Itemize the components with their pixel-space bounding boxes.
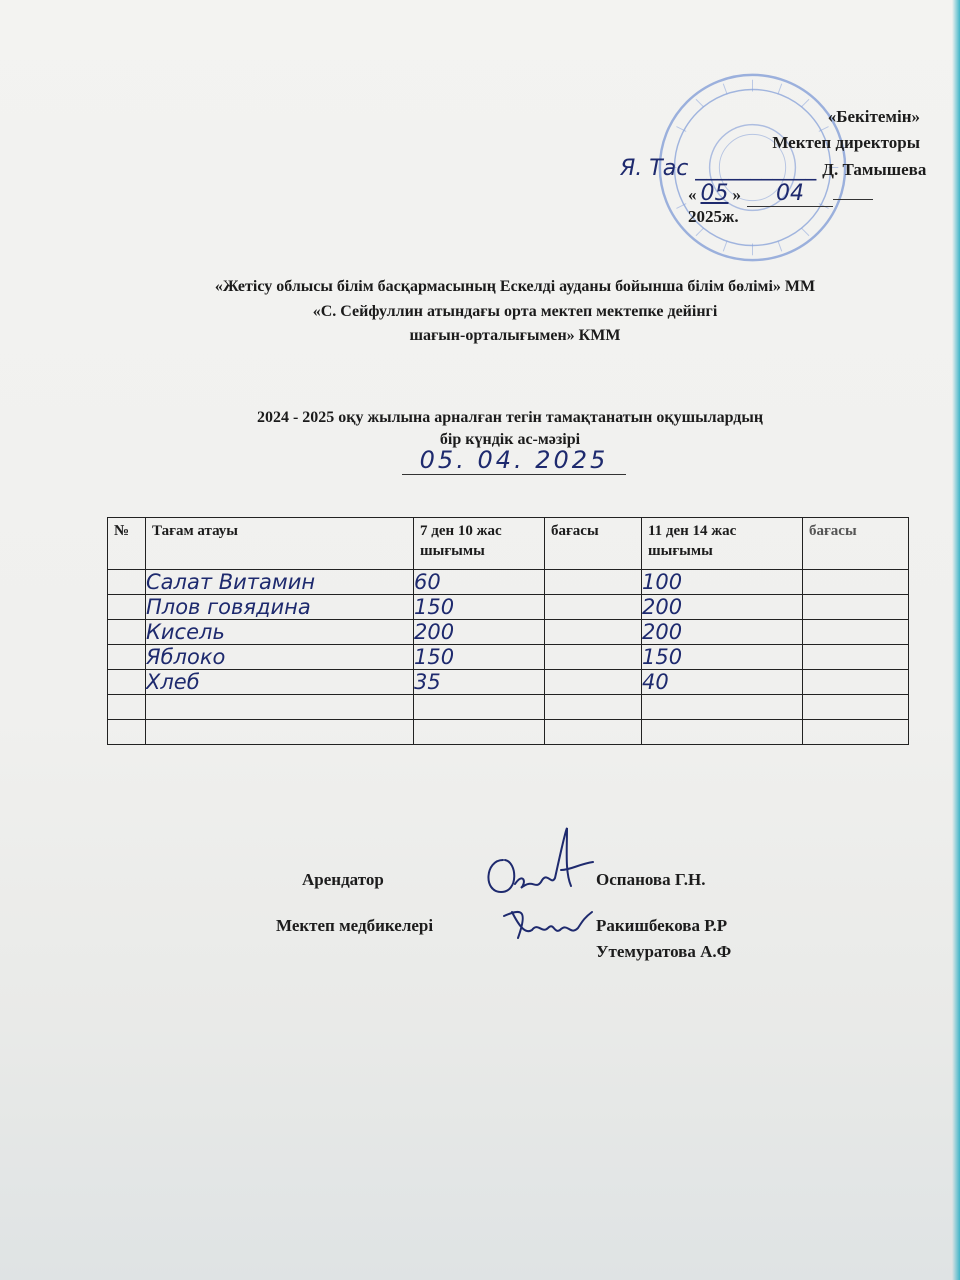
header-output-7-10: 7 ден 10 жас шығымы <box>414 518 545 570</box>
tenant-signature-scribble <box>475 820 605 900</box>
approval-block <box>620 104 927 183</box>
director-signer-line: Я. Тас ___________ Д. Тамышева <box>620 156 927 181</box>
header-price-7-10: бағасы <box>545 518 642 570</box>
cell-price-7-10 <box>545 670 642 695</box>
cell-number <box>108 695 146 720</box>
date-quote-close: » <box>732 185 741 204</box>
approve-word: «Бекітемін» <box>827 107 920 126</box>
cell-output-7-10: 60 <box>414 570 545 595</box>
cell-output-7-10: 150 <box>414 595 545 620</box>
cell-price-11-14 <box>803 570 909 595</box>
cell-dish-name: Плов говядина <box>146 595 414 620</box>
table-row <box>108 695 909 720</box>
approval-year: 2025ж. <box>688 207 739 226</box>
background-edge <box>952 0 960 1280</box>
cell-price-7-10 <box>545 695 642 720</box>
nurse-signature-scribble <box>498 898 598 948</box>
cell-price-7-10 <box>545 720 642 745</box>
cell-price-11-14 <box>803 645 909 670</box>
cell-price-11-14 <box>803 670 909 695</box>
approval-date <box>688 181 920 226</box>
cell-number <box>108 595 146 620</box>
header-dish-name: Тағам атауы <box>146 518 414 570</box>
tenant-label: Арендатор <box>302 870 384 889</box>
cell-dish-name: Яблоко <box>146 645 414 670</box>
table-row <box>108 720 909 745</box>
cell-price-11-14 <box>803 695 909 720</box>
cell-output-7-10 <box>414 720 545 745</box>
cell-output-11-14: 40 <box>642 670 803 695</box>
organization-line-2: «С. Сейфуллин атындағы орта мектеп мектепке дейінгі <box>312 303 718 320</box>
organization-line-1: «Жетісу облысы білім басқармасының Ескелді ауданы бойынша білім бөлімі» ММ <box>214 278 816 295</box>
header-price-11-14: бағасы <box>803 518 909 570</box>
director-position: Мектеп директоры <box>772 133 920 152</box>
cell-price-11-14 <box>803 720 909 745</box>
cell-output-11-14: 200 <box>642 620 803 645</box>
cell-dish-name <box>146 695 414 720</box>
cell-price-11-14 <box>803 595 909 620</box>
table-header-row <box>108 518 909 570</box>
date-quote-open: « <box>688 185 697 204</box>
cell-price-7-10 <box>545 645 642 670</box>
cell-number <box>108 620 146 645</box>
cell-price-7-10 <box>545 620 642 645</box>
menu-table <box>107 517 909 745</box>
header-output-11-14: 11 ден 14 жас шығымы <box>642 518 803 570</box>
cell-number <box>108 720 146 745</box>
director-name: Д. Тамышева <box>822 160 927 179</box>
table-row <box>108 570 909 595</box>
nurse-name-2: Утемуратова А.Ф <box>596 942 732 961</box>
cell-price-11-14 <box>803 620 909 645</box>
menu-date: 05. 04. 2025 <box>402 446 626 475</box>
cell-output-7-10 <box>414 695 545 720</box>
table-row <box>108 670 909 695</box>
table-row <box>108 595 909 620</box>
cell-number <box>108 570 146 595</box>
cell-dish-name: Салат Витамин <box>146 570 414 595</box>
table-row <box>108 645 909 670</box>
tenant-name: Оспанова Г.Н. <box>596 870 706 889</box>
cell-output-7-10: 200 <box>414 620 545 645</box>
cell-output-7-10: 150 <box>414 645 545 670</box>
organization-line-3: шағын-орталығымен» КММ <box>409 327 621 344</box>
table-row <box>108 620 909 645</box>
cell-dish-name <box>146 720 414 745</box>
cell-price-7-10 <box>545 570 642 595</box>
nurse-label: Мектеп медбикелері <box>276 916 434 935</box>
menu-title-line-1: 2024 - 2025 оқу жылына арналған тегін тамақтанатын оқушылардың <box>256 409 764 426</box>
cell-output-7-10: 35 <box>414 670 545 695</box>
cell-output-11-14 <box>642 695 803 720</box>
cell-dish-name: Хлеб <box>146 670 414 695</box>
approval-month: 04 <box>747 181 833 207</box>
cell-output-11-14: 150 <box>642 645 803 670</box>
nurse-name-1: Ракишбекова Р.Р <box>596 916 728 935</box>
cell-price-7-10 <box>545 595 642 620</box>
approval-day: 05 <box>700 181 729 206</box>
cell-output-11-14: 200 <box>642 595 803 620</box>
cell-number <box>108 645 146 670</box>
menu-title-line-2: бір күндік ас-мәзірі <box>439 431 581 448</box>
cell-dish-name: Кисель <box>146 620 414 645</box>
cell-output-11-14: 100 <box>642 570 803 595</box>
cell-output-11-14 <box>642 720 803 745</box>
header-number: № <box>108 518 146 570</box>
cell-number <box>108 670 146 695</box>
